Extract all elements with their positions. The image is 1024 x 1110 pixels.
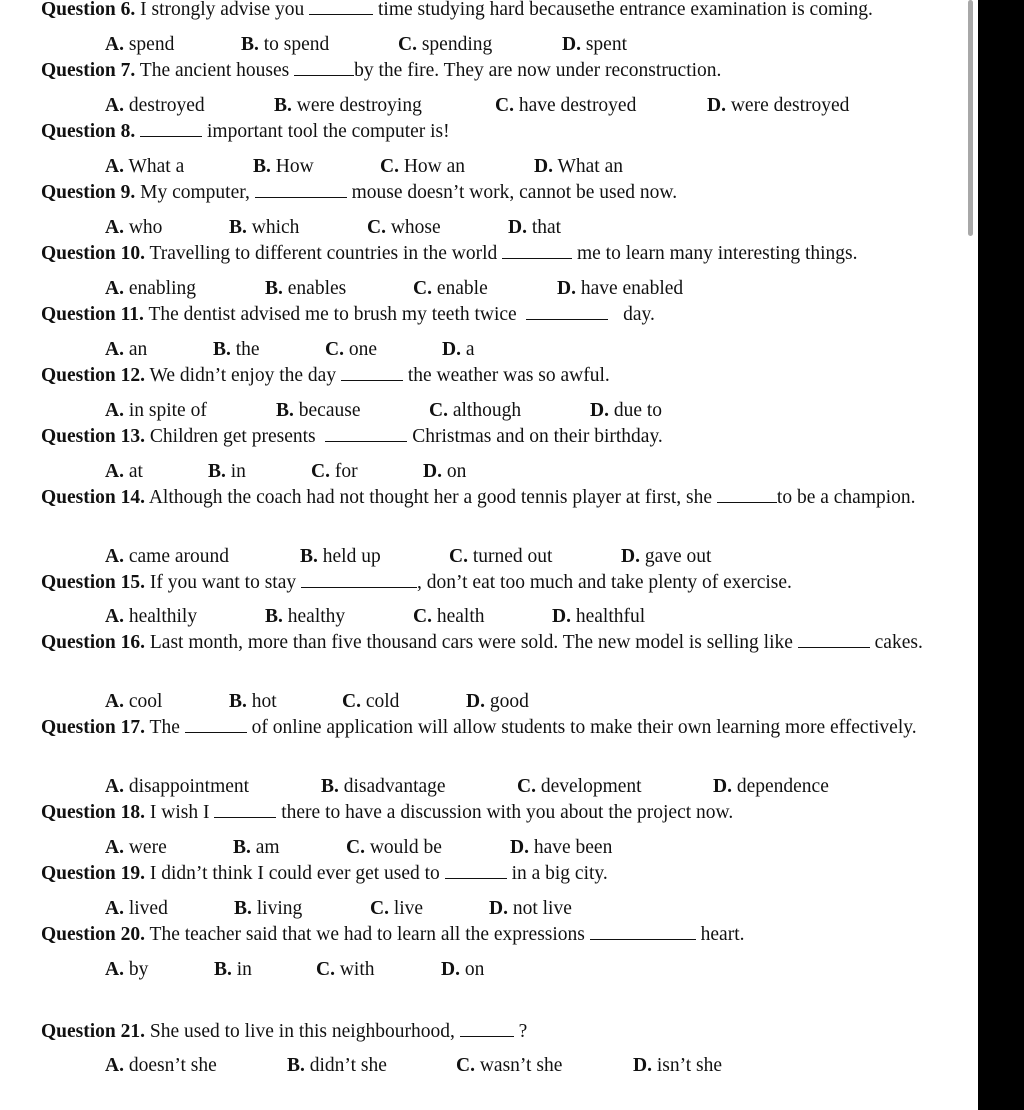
answer-blank	[301, 570, 417, 588]
option-d: D. not live	[489, 898, 572, 919]
question-text-before: I strongly advise you	[140, 0, 305, 20]
option-c: C. one	[325, 339, 377, 360]
answer-blank	[140, 119, 202, 137]
question-15	[41, 570, 928, 595]
question-text-before: The	[149, 717, 180, 738]
question-label: Question 17.	[41, 717, 146, 738]
option-a: A. were	[105, 837, 167, 858]
question-text-after: to be a champion.	[776, 487, 916, 508]
question-label: Question 15.	[41, 572, 146, 593]
question-19	[41, 861, 928, 886]
option-d: D. What an	[534, 156, 624, 177]
question-11	[41, 302, 928, 327]
option-c: C. spending	[398, 34, 493, 55]
option-a: A. by	[105, 959, 149, 980]
question-text-before: My computer,	[140, 182, 250, 203]
question-21	[41, 1019, 928, 1044]
answer-blank	[717, 485, 777, 503]
option-b: B. hot	[229, 691, 277, 712]
question-text-before: I didn’t think I could ever get used to	[149, 863, 440, 884]
option-c: C. enable	[413, 278, 488, 299]
question-label: Question 16.	[41, 632, 146, 653]
option-b: B. held up	[300, 546, 381, 567]
question-text-after: the weather was so awful.	[407, 365, 610, 386]
question-label: Question 12.	[41, 365, 146, 386]
question-6	[41, 0, 928, 22]
question-label: Question 7.	[41, 60, 136, 81]
answer-blank	[325, 424, 407, 442]
option-a: A. healthily	[105, 606, 198, 627]
question-label: Question 21.	[41, 1021, 146, 1042]
question-label: Question 14.	[41, 487, 146, 508]
question-17	[41, 715, 928, 740]
option-a: A. cool	[105, 691, 163, 712]
option-a: A. who	[105, 217, 163, 238]
option-c: C. with	[316, 959, 375, 980]
option-d: D. due to	[590, 400, 663, 421]
option-a: A. disappointment	[105, 776, 250, 797]
option-b: B. to spend	[241, 34, 330, 55]
question-9	[41, 180, 928, 205]
question-14	[41, 485, 928, 510]
option-b: B. in	[208, 461, 246, 482]
answer-blank	[309, 0, 373, 15]
question-text-after: of online application will allow students to make their own learning more effectively.	[251, 717, 917, 738]
option-d: D. spent	[562, 34, 628, 55]
option-d: D. that	[508, 217, 562, 238]
option-c: C. whose	[367, 217, 441, 238]
option-b: B. disadvantage	[321, 776, 446, 797]
question-text-before: The dentist advised me to brush my teeth twice	[148, 304, 517, 325]
option-b: B. in	[214, 959, 252, 980]
question-20	[41, 922, 928, 947]
question-text-before: Children get presents	[149, 426, 316, 447]
question-8	[41, 119, 928, 144]
option-d: D. have enabled	[557, 278, 684, 299]
question-text-after: cakes.	[874, 632, 923, 653]
question-13	[41, 424, 928, 449]
answer-blank	[185, 715, 247, 733]
scrollbar-track[interactable]	[978, 0, 1024, 1110]
question-label: Question 10.	[41, 243, 146, 264]
option-c: C. would be	[346, 837, 442, 858]
option-b: B. didn’t she	[287, 1055, 387, 1076]
option-b: B. which	[229, 217, 300, 238]
option-c: C. although	[429, 400, 522, 421]
answer-blank	[445, 861, 507, 879]
scrollbar-thumb[interactable]	[968, 0, 973, 236]
question-text-after: day.	[623, 304, 655, 325]
answer-blank	[214, 800, 276, 818]
question-label: Question 8.	[41, 121, 136, 142]
option-a: A. in spite of	[105, 400, 207, 421]
option-a: A. an	[105, 339, 148, 360]
option-c: C. have destroyed	[495, 95, 637, 116]
question-text-before: The teacher said that we had to learn all the expressions	[149, 924, 585, 945]
option-b: B. healthy	[265, 606, 346, 627]
question-16	[41, 630, 928, 655]
question-text-after: Christmas and on their birthday.	[412, 426, 663, 447]
option-b: B. were destroying	[274, 95, 422, 116]
answer-blank	[502, 241, 572, 259]
question-label: Question 11.	[41, 304, 144, 325]
option-a: A. What a	[105, 156, 185, 177]
answer-blank	[294, 58, 354, 76]
question-text-after: there to have a discussion with you about the project now.	[281, 802, 734, 823]
option-a: A. lived	[105, 898, 168, 919]
answer-blank	[526, 302, 608, 320]
option-c: C. for	[311, 461, 358, 482]
option-b: B. am	[233, 837, 280, 858]
question-label: Question 20.	[41, 924, 146, 945]
option-d: D. on	[423, 461, 467, 482]
option-d: D. on	[441, 959, 485, 980]
option-c: C. How an	[380, 156, 466, 177]
option-c: C. health	[413, 606, 485, 627]
question-label: Question 9.	[41, 182, 136, 203]
option-c: C. wasn’t she	[456, 1055, 563, 1076]
option-a: A. doesn’t she	[105, 1055, 217, 1076]
question-text-after: in a big city.	[511, 863, 608, 884]
option-b: B. enables	[265, 278, 347, 299]
option-d: D. isn’t she	[633, 1055, 723, 1076]
question-18	[41, 800, 928, 825]
option-a: A. destroyed	[105, 95, 205, 116]
question-text-before: I wish I	[149, 802, 210, 823]
option-c: C. live	[370, 898, 424, 919]
question-text-after: me to learn many interesting things.	[576, 243, 858, 264]
question-10	[41, 241, 928, 266]
option-d: D. gave out	[621, 546, 712, 567]
question-text-before: If you want to stay	[149, 572, 297, 593]
option-a: A. enabling	[105, 278, 196, 299]
question-text-before: Travelling to different countries in the world	[149, 243, 498, 264]
question-text-after: ?	[518, 1021, 528, 1042]
question-label: Question 6.	[41, 0, 136, 20]
answer-blank	[255, 180, 347, 198]
option-c: C. development	[517, 776, 642, 797]
answer-blank	[341, 363, 403, 381]
option-d: D. good	[466, 691, 529, 712]
option-d: D. healthful	[552, 606, 646, 627]
question-label: Question 13.	[41, 426, 146, 447]
option-d: D. have been	[510, 837, 613, 858]
question-text-after: , don’t eat too much and take plenty of exercise.	[417, 572, 792, 593]
question-text-before: We didn’t enjoy the day	[149, 365, 337, 386]
answer-blank	[590, 922, 696, 940]
option-d: D. dependence	[713, 776, 829, 797]
answer-blank	[460, 1019, 514, 1037]
question-text-after: mouse doesn’t work, cannot be used now.	[351, 182, 678, 203]
question-label: Question 19.	[41, 863, 146, 884]
option-d: D. a	[442, 339, 475, 360]
question-text-after: time studying hard becausethe entrance examination is coming.	[378, 0, 873, 20]
option-a: A. at	[105, 461, 143, 482]
question-text-before: She used to live in this neighbourhood,	[149, 1021, 455, 1042]
option-b: B. because	[276, 400, 361, 421]
question-text-after: important tool the computer is!	[207, 121, 450, 142]
option-b: B. How	[253, 156, 314, 177]
question-text-before: Although the coach had not thought her a good tennis player at first, she	[148, 487, 713, 508]
question-7	[41, 58, 928, 83]
option-a: A. spend	[105, 34, 175, 55]
option-d: D. were destroyed	[707, 95, 850, 116]
option-c: C. cold	[342, 691, 400, 712]
option-c: C. turned out	[449, 546, 553, 567]
option-b: B. living	[234, 898, 303, 919]
question-text-after: by the fire. They are now under reconstruction.	[354, 60, 722, 81]
question-label: Question 18.	[41, 802, 146, 823]
question-12	[41, 363, 928, 388]
question-text-after: heart.	[700, 924, 745, 945]
question-text-before: The ancient houses	[139, 60, 290, 81]
question-text-before: Last month, more than five thousand cars were sold. The new model is selling like	[149, 632, 793, 653]
option-a: A. came around	[105, 546, 230, 567]
option-b: B. the	[213, 339, 260, 360]
answer-blank	[798, 630, 870, 648]
